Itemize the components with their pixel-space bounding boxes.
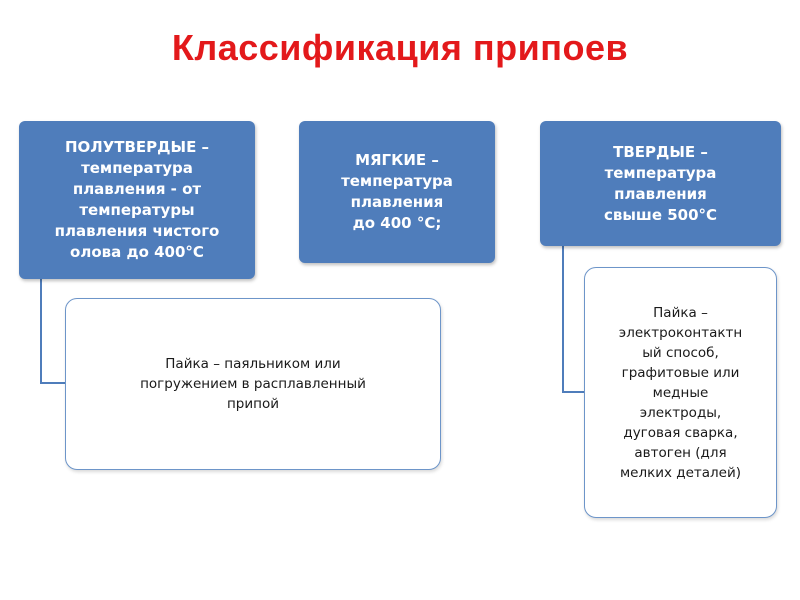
category-hard	[540, 121, 781, 246]
category-semi-solid	[19, 121, 255, 279]
category-soft-label: МЯГКИЕ – температура плавления до 400 °С;	[341, 151, 453, 232]
hard-description-text: Пайка – электроконтактн ый способ, графитовые или медные электроды, дуговая сварка, автоген (для мелких деталей)	[618, 304, 743, 481]
connector-semi	[41, 279, 65, 383]
category-hard-label: ТВЕРДЫЕ – температура плавления свыше 500°С	[603, 142, 718, 224]
hard-description	[584, 267, 777, 518]
semi-solid-description-text: Пайка – паяльником или погружением в расплавленный припой	[140, 356, 366, 412]
slide-title: Классификация припоев	[171, 27, 629, 68]
connector-hard	[563, 246, 584, 392]
category-soft	[299, 121, 495, 263]
semi-solid-description	[65, 298, 441, 470]
category-semi-solid-label: ПОЛУТВЕРДЫЕ – температура плавления - от температуры плавления чистого олова до 400°С	[54, 138, 220, 261]
